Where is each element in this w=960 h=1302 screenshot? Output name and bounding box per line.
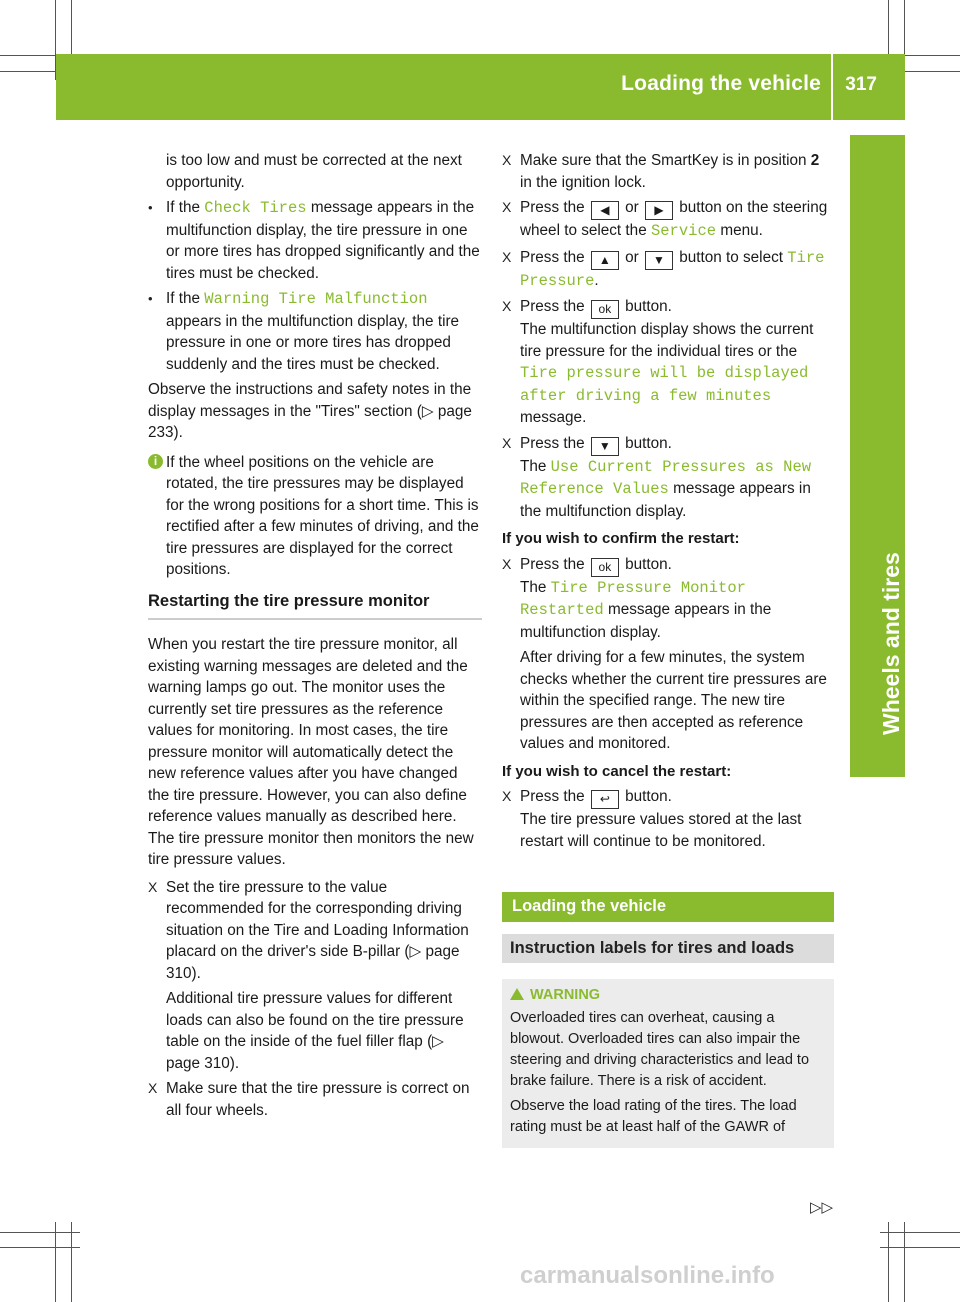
observe-note: Observe the instructions and safety notes in the display messages in the "Tires" section (▷ page 233). xyxy=(148,381,472,441)
text: Press the xyxy=(520,434,585,452)
display-message: Warning Tire Malfunction xyxy=(204,290,428,308)
crop-mark xyxy=(0,1232,80,1233)
header-divider xyxy=(831,54,833,120)
text: The xyxy=(520,457,547,475)
step-item xyxy=(502,197,834,243)
page-title: Loading the vehicle xyxy=(621,72,821,95)
right-button-icon: ▶ xyxy=(645,201,673,220)
step-arrow-icon: X xyxy=(148,878,158,895)
page-header xyxy=(56,54,905,120)
text: The tire pressure values stored at the last restart will continue to be monitored. xyxy=(520,811,802,850)
paragraph: When you restart the tire pressure monitor, all existing warning messages are deleted and the warning lamps go out. The monitor uses the currently set tire pressures as the reference values for monitoring. In most cases, the tire pressure monitor will automatically detect the new reference values after you have changed the tire pressure. However, you can also define reference values manually as described here. The tire pressure monitor then monitors the new tire pressure values. xyxy=(148,636,474,868)
text: menu. xyxy=(720,222,763,239)
text: button. xyxy=(625,298,672,315)
step-text: Make sure that the tire pressure is correct on all four wheels. xyxy=(166,1080,470,1119)
text: Press the xyxy=(520,199,585,216)
step-arrow-icon: X xyxy=(502,199,512,215)
display-message: Tire pressure will be displayed after driving a few minutes xyxy=(520,364,809,405)
text: or xyxy=(625,248,639,266)
text: button. xyxy=(625,434,672,452)
step-text: Additional tire pressure values for different loads can also be found on the tire pressure table on the inside of the fuel filler flap (▷ page 310). xyxy=(166,990,464,1072)
text: Press the xyxy=(520,248,585,266)
step-item xyxy=(502,296,834,429)
display-message: Use Current Pressures as New Reference Values xyxy=(520,457,812,498)
bullet-icon: • xyxy=(148,291,153,306)
step-arrow-icon: X xyxy=(502,152,512,168)
back-button-icon: ↩ xyxy=(591,790,619,809)
down-button-icon: ▼ xyxy=(645,251,673,270)
text: button. xyxy=(625,788,672,805)
ok-button-icon: ok xyxy=(591,558,619,577)
info-text: If the wheel positions on the vehicle are rotated, the tire pressures may be displayed for the wrong positions for a short time. This is rectified after a few minutes of driving, and the tire pressures are displayed for the correct positions. xyxy=(166,453,479,578)
step-item xyxy=(502,786,834,852)
subsection-heading: Instruction labels for tires and loads xyxy=(502,934,834,964)
display-message: Tire Pressure Monitor Restarted xyxy=(520,578,746,619)
warning-title xyxy=(510,985,826,1006)
warning-icon xyxy=(510,988,524,1000)
text: The multifunction display shows the current tire pressure for the individual tires or the xyxy=(520,321,814,360)
section-heading: Restarting the tire pressure monitor xyxy=(148,591,482,621)
text: If the xyxy=(166,199,201,216)
info-note xyxy=(148,452,482,581)
step-item xyxy=(502,247,834,293)
chapter-tab-marker xyxy=(850,735,905,777)
display-message: Service xyxy=(650,222,717,240)
text: Press the xyxy=(520,788,585,805)
down-button-icon: ▼ xyxy=(591,437,619,456)
text: appears in the multifunction display, the tire pressure in one or more tires has dropped suddenly and the tires must be checked. xyxy=(166,312,460,373)
continue-icon: ▷▷ xyxy=(810,1199,834,1216)
crop-mark xyxy=(71,1222,72,1302)
right-column xyxy=(502,150,834,1148)
display-message: Tire Pressure xyxy=(520,248,825,290)
chapter-tab-label: Wheels and tires xyxy=(878,552,904,735)
display-message: Check Tires xyxy=(204,199,307,217)
crop-mark xyxy=(0,1247,80,1248)
warning-text: Overloaded tires can overheat, causing a blowout. Overloaded tires can also impair the steering and driving characteristics and lead to brake failure. There is a risk of accident. xyxy=(510,1010,810,1089)
text: message appears in the multifunction display. xyxy=(520,480,811,520)
text: message. xyxy=(520,409,587,426)
step-arrow-icon: X xyxy=(502,788,512,804)
text: message appears in the multifunction display. xyxy=(520,601,772,641)
text: in the ignition lock. xyxy=(520,173,646,191)
step-arrow-icon: X xyxy=(502,555,512,572)
text: button to select xyxy=(679,248,783,266)
intro-continuation: is too low and must be corrected at the next opportunity. xyxy=(166,152,462,191)
list-item xyxy=(148,288,482,375)
watermark: carmanualsonline.info xyxy=(520,1262,775,1289)
text: The xyxy=(520,578,547,596)
step-arrow-icon: X xyxy=(502,298,512,314)
warning-text: Observe the load rating of the tires. The load rating must be at least half of the GAWR of xyxy=(510,1098,797,1135)
page-number: 317 xyxy=(845,74,877,95)
step-arrow-icon: X xyxy=(148,1080,158,1096)
crop-mark xyxy=(888,1222,889,1302)
text: message appears in the multifunction display, the tire pressure in one or more tires has dropped significantly and the tires must be checked. xyxy=(166,199,480,282)
text: Press the xyxy=(520,555,585,573)
warning-box xyxy=(502,979,834,1148)
ignition-position: 2 xyxy=(810,152,820,169)
step-item xyxy=(502,433,834,523)
text: Make sure that the SmartKey is in position xyxy=(520,152,807,169)
text: button. xyxy=(625,555,672,573)
crop-mark xyxy=(880,1232,960,1233)
step-item xyxy=(148,1078,482,1121)
step-text: After driving for a few minutes, the system checks whether the current tire pressures are within the specified range. The new tire pressures are then accepted as reference values and monitored. xyxy=(520,649,827,752)
crop-mark xyxy=(55,1222,56,1302)
text: . xyxy=(594,271,599,289)
text: Press the xyxy=(520,298,585,315)
crop-mark xyxy=(904,1222,905,1302)
info-icon: i xyxy=(148,454,163,469)
section-heading: Loading the vehicle xyxy=(502,892,834,922)
step-arrow-icon: X xyxy=(502,434,512,451)
step-text: Set the tire pressure to the value recommended for the corresponding driving situation on the Tire and Loading Information placard on the driver's side B-pillar (▷ page 310). xyxy=(166,878,469,982)
text: or xyxy=(625,199,639,216)
subheading: If you wish to cancel the restart: xyxy=(502,762,732,780)
crop-mark xyxy=(880,1247,960,1248)
ok-button-icon: ok xyxy=(591,300,619,319)
list-item xyxy=(148,197,482,284)
step-item xyxy=(148,877,482,1075)
step-item xyxy=(502,554,834,755)
text: button on the steering wheel to select the xyxy=(520,199,828,239)
left-column xyxy=(148,150,482,1125)
up-button-icon: ▲ xyxy=(591,251,619,270)
bullet-icon: • xyxy=(148,200,153,215)
step-item xyxy=(502,150,834,193)
left-button-icon: ◀ xyxy=(591,201,619,220)
subheading: If you wish to confirm the restart: xyxy=(502,530,740,547)
step-arrow-icon: X xyxy=(502,248,512,265)
warning-title-text: WARNING xyxy=(530,987,601,1003)
text: If the xyxy=(166,290,201,307)
